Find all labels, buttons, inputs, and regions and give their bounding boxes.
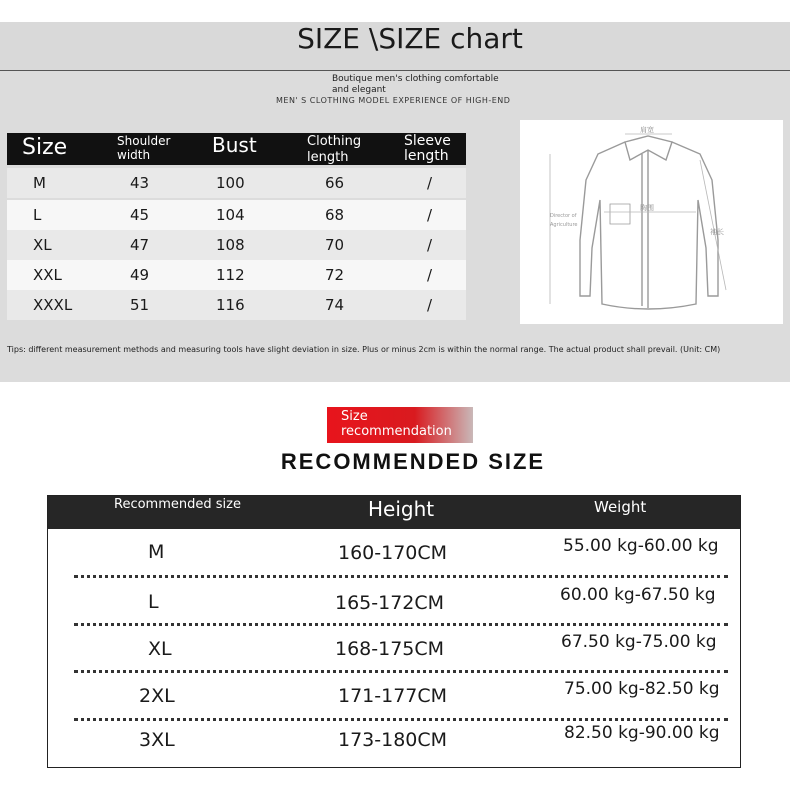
- diagram-label-bust: 胸围: [640, 204, 654, 212]
- header-shoulder-width: Shoulder width: [117, 134, 171, 162]
- cell-shoulder: 43: [130, 174, 150, 192]
- table-row: [48, 725, 740, 772]
- recommended-size-table: [47, 495, 741, 768]
- shirt-outline-icon: [520, 120, 783, 324]
- measurement-table-header: [7, 133, 466, 165]
- cell-size: L: [33, 206, 42, 224]
- table-row: [7, 290, 466, 320]
- cell-size: M: [148, 541, 165, 563]
- row-divider: [74, 575, 728, 578]
- row-divider: [74, 718, 728, 721]
- size-recommendation-badge: [327, 407, 473, 443]
- header-recommended-size: Recommended size: [114, 497, 241, 512]
- cell-size: 3XL: [139, 729, 175, 751]
- badge-label: Size recommendation: [341, 409, 452, 439]
- recommended-table-header: [48, 496, 740, 529]
- cell-weight: 82.50 kg-90.00 kg: [564, 723, 720, 743]
- cell-sleeve: /: [427, 266, 433, 284]
- table-row: [7, 168, 466, 198]
- cell-height: 173-180CM: [338, 729, 448, 751]
- header-bust: Bust: [212, 133, 257, 157]
- cell-sleeve: /: [427, 174, 433, 192]
- cell-height: 171-177CM: [338, 685, 448, 707]
- diagram-label-side-2: Agriculture: [550, 222, 578, 228]
- cell-bust: 116: [216, 296, 245, 314]
- diagram-label-shoulder: 肩宽: [640, 126, 654, 134]
- header-height: Height: [368, 497, 435, 521]
- cell-shoulder: 45: [130, 206, 150, 224]
- table-row: [7, 230, 466, 260]
- header-weight: Weight: [594, 498, 647, 516]
- cell-length: 68: [325, 206, 345, 224]
- recommended-size-title: RECOMMENDED SIZE: [280, 449, 546, 474]
- cell-weight: 55.00 kg-60.00 kg: [563, 536, 719, 556]
- cell-height: 165-172CM: [335, 592, 445, 614]
- cell-size: XL: [148, 638, 172, 660]
- cell-height: 160-170CM: [338, 542, 448, 564]
- cell-size: XXL: [33, 266, 62, 284]
- page-title: SIZE \SIZE chart: [297, 22, 523, 55]
- table-row: [7, 200, 466, 230]
- row-divider: [74, 670, 728, 673]
- cell-size: XL: [33, 236, 52, 254]
- cell-sleeve: /: [427, 236, 433, 254]
- cell-bust: 104: [216, 206, 245, 224]
- cell-sleeve: /: [427, 296, 433, 314]
- cell-size: XXXL: [33, 296, 73, 314]
- cell-length: 72: [325, 266, 345, 284]
- measurement-tips: Tips: different measurement methods and measuring tools have slight deviation in size. Plus or minus 2cm is within the normal range. The actual product shall prevail. (Unit: CM): [7, 345, 721, 354]
- cell-shoulder: 47: [130, 236, 150, 254]
- subtitle-tagline: Boutique men's clothing comfortable and elegant: [332, 74, 499, 95]
- cell-weight: 67.50 kg-75.00 kg: [561, 632, 717, 652]
- cell-bust: 100: [216, 174, 245, 192]
- subtitle-english: MEN' S CLOTHING MODEL EXPERIENCE OF HIGH-END: [276, 96, 511, 105]
- table-row: [7, 260, 466, 290]
- diagram-label-sleeve: 袖长: [710, 228, 724, 236]
- cell-weight: 60.00 kg-67.50 kg: [560, 585, 716, 605]
- cell-size: 2XL: [139, 685, 175, 707]
- cell-shoulder: 51: [130, 296, 150, 314]
- cell-weight: 75.00 kg-82.50 kg: [564, 679, 720, 699]
- row-divider: [74, 623, 728, 626]
- cell-height: 168-175CM: [335, 638, 445, 660]
- shirt-measurement-diagram: [520, 120, 783, 324]
- cell-size: M: [33, 174, 46, 192]
- cell-sleeve: /: [427, 206, 433, 224]
- cell-length: 66: [325, 174, 345, 192]
- header-clothing-length: Clothing length: [307, 134, 362, 165]
- cell-bust: 108: [216, 236, 245, 254]
- cell-bust: 112: [216, 266, 245, 284]
- cell-length: 74: [325, 296, 345, 314]
- cell-shoulder: 49: [130, 266, 150, 284]
- diagram-label-side-1: Director of: [550, 213, 577, 219]
- header-sleeve-length: Sleeve length: [404, 133, 451, 164]
- cell-size: L: [148, 591, 159, 613]
- header-size: Size: [22, 135, 68, 160]
- cell-length: 70: [325, 236, 345, 254]
